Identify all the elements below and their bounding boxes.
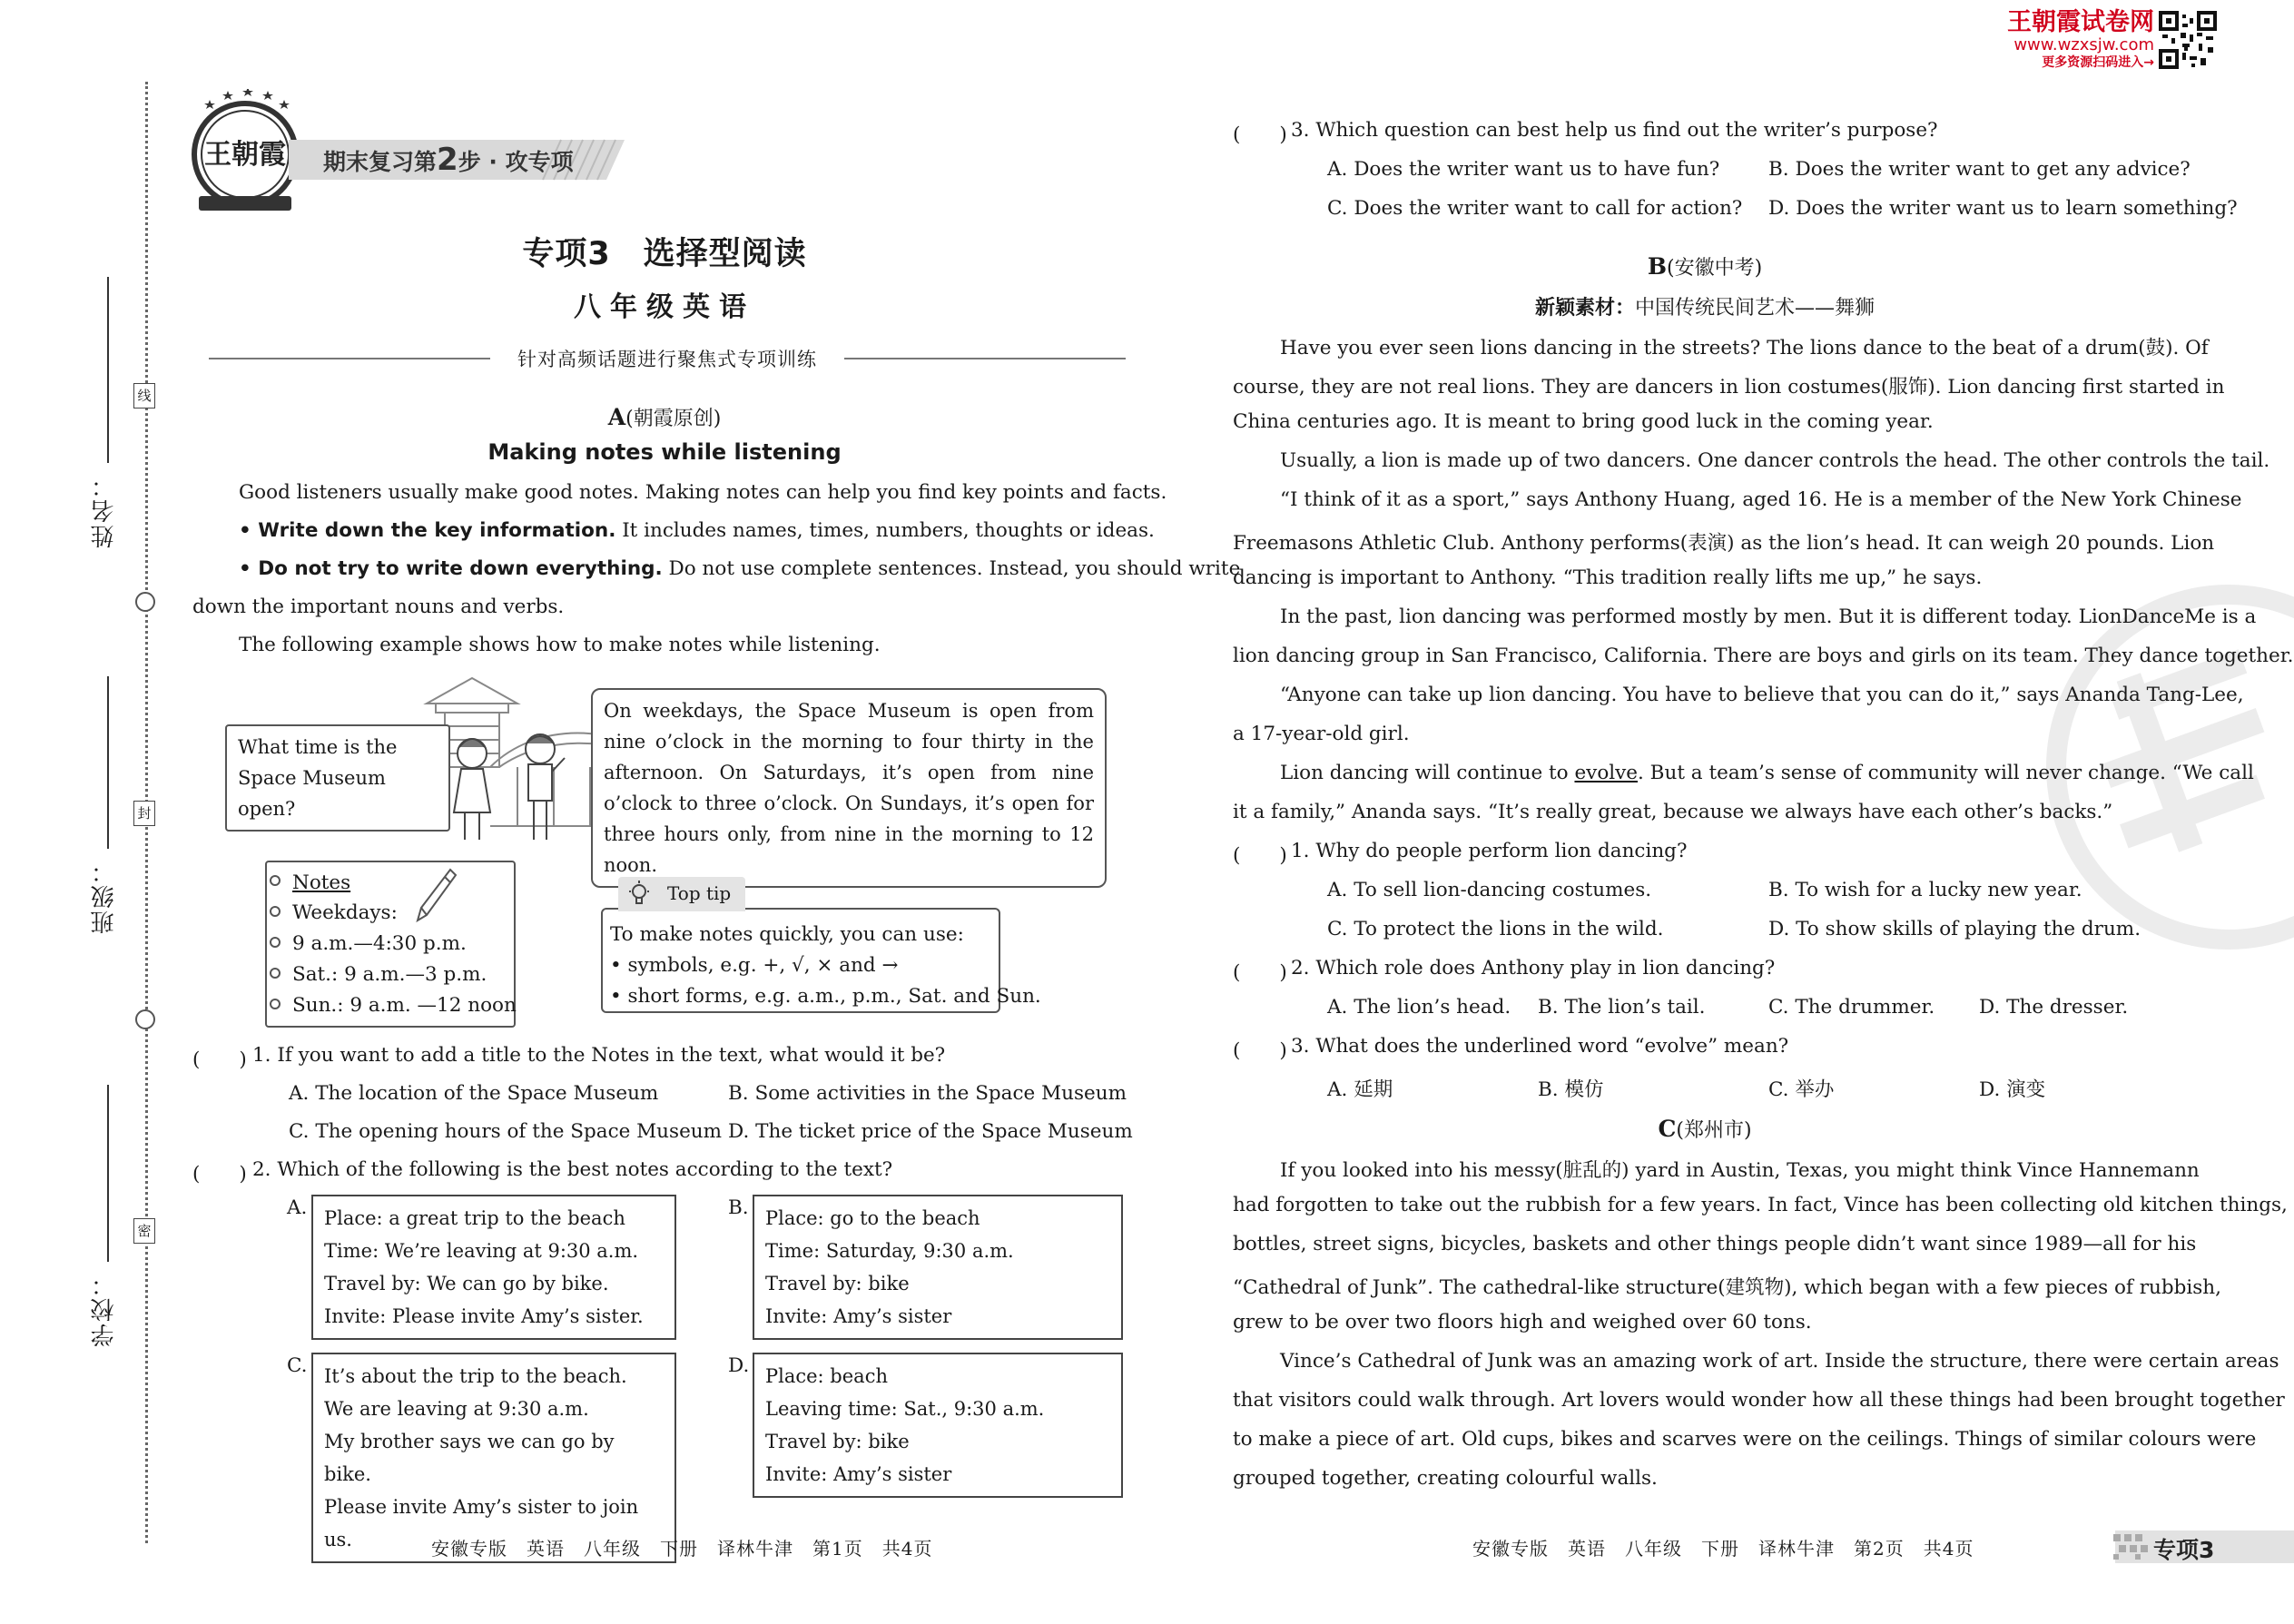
section-c-text: grew to be over two floors high and weighed over 60 tons. (1233, 1311, 1812, 1334)
option-a[interactable]: A. The location of the Space Museum (289, 1082, 659, 1105)
option-d[interactable]: D. The ticket price of the Space Museum (728, 1120, 1133, 1143)
section-c-text: grouped together, creating colourful walls. (1233, 1467, 1658, 1490)
section-a-paragraph: The following example shows how to make notes while listening. (239, 634, 881, 656)
footer-left: 安徽专版 英语 八年级 下册 译林牛津 第1页 共4页 (431, 1538, 933, 1560)
qr-code-icon[interactable] (2159, 11, 2217, 69)
section-b-text: Have you ever seen lions dancing in the streets? The lions dance to the beat of a drum(鼓). Of (1280, 337, 2209, 359)
pixel-pattern-icon (2112, 1532, 2151, 1561)
section-b-text: “Anyone can take up lion dancing. You have to believe that you can do it,” says Ananda Tang-Lee, (1280, 684, 2244, 706)
footer-tag: 专项3 (2153, 1537, 2215, 1563)
option-c-box[interactable]: It’s about the trip to the beach. We are leaving at 9:30 a.m. My brother says we can go by bike. Please invite Amy’s sister to join us. (311, 1353, 676, 1563)
school-label: 学校： (91, 1271, 118, 1347)
option-d[interactable]: D. The dresser. (1979, 996, 2129, 1019)
wangzhaoxia-logo-icon (186, 89, 304, 216)
section-b-text: Freemasons Athletic Club. Anthony performs(表演) as the lion’s head. It can weigh 20 pounds. Lion (1233, 532, 2215, 555)
section-a-paragraph: Good listeners usually make good notes. Making notes can help you find key points and facts. (239, 481, 1167, 504)
footer-right: 安徽专版 英语 八年级 下册 译林牛津 第2页 共4页 (1472, 1538, 1974, 1560)
pen-icon (410, 864, 458, 928)
section-c-text: bottles, street signs, bicycles, baskets and other things people didn’t want since 1989—all for his (1233, 1233, 2197, 1255)
class-label: 班级： (91, 858, 118, 934)
section-c-text: had forgotten to take out the rubbish for a few years. In fact, Vince has been collecting old kitchen things, (1233, 1194, 2288, 1216)
section-b-material: 新颖素材：中国传统民间艺术——舞狮 (1534, 297, 1876, 320)
notes-line: Weekdays: (292, 901, 398, 924)
top-tip-line: • symbols, e.g. +, √, × and → (610, 954, 899, 977)
name-label: 姓名： (91, 472, 118, 548)
question-text: 2. Which of the following is the best notes according to the text? (252, 1158, 893, 1181)
answer-blank[interactable]: ( ) (192, 1048, 247, 1071)
option-c[interactable]: C. Does the writer want to call for action? (1327, 197, 1743, 220)
binding-mark-line: 线 (133, 383, 155, 408)
top-tip-title: Top tip (667, 882, 732, 904)
topic-title: 专项3 选择型阅读 (522, 236, 807, 272)
section-c-text: to make a piece of art. Old cups, bikes and scarves were on the ceilings. Things of similar colours were (1233, 1428, 2257, 1451)
section-a-bullet: • Do not try to write down everything. Do not use complete sentences. Instead, you should write (239, 557, 1241, 580)
option-d-label[interactable]: D. (728, 1354, 750, 1377)
section-a-title: Making notes while listening (487, 439, 842, 465)
option-c[interactable]: C. The drummer. (1768, 996, 1935, 1019)
option-a[interactable]: A. To sell lion-dancing costumes. (1327, 879, 1652, 901)
section-b-text: dancing is important to Anthony. “This tradition really lifts me up,” he says. (1233, 566, 1983, 589)
section-b-text: In the past, lion dancing was performed mostly by men. But it is different today. LionDanceMe is a (1280, 605, 2257, 628)
notes-line: 9 a.m.—4:30 p.m. (292, 932, 467, 955)
section-b-text: a 17-year-old girl. (1233, 723, 1410, 745)
section-a-heading: A(朝霞原创) (607, 404, 722, 430)
answer-bubble: On weekdays, the Space Museum is open from nine o’clock in the morning to four thirty in the afternoon. On Saturdays, it’s open from nine o’clock to three o’clock. On Sundays, it’s open for three hours only, from nine in the morning to 12 noon. (591, 688, 1107, 888)
class-field[interactable] (107, 676, 109, 849)
brand-block (2000, 9, 2154, 71)
option-c[interactable]: C. To protect the lions in the wild. (1327, 918, 1664, 940)
answer-blank[interactable]: ( ) (192, 1163, 247, 1186)
option-b[interactable]: B. Some activities in the Space Museum (728, 1082, 1127, 1105)
option-d-box[interactable]: Place: beach Leaving time: Sat., 9:30 a.m. Travel by: bike Invite: Amy’s sister (753, 1353, 1123, 1498)
binding-knot (135, 1009, 155, 1029)
option-b[interactable]: B. 模仿 (1538, 1078, 1604, 1101)
option-a[interactable]: A. 延期 (1327, 1078, 1393, 1101)
notes-title: Notes (292, 871, 351, 894)
binding-knot (135, 592, 155, 612)
option-b[interactable]: B. To wish for a lucky new year. (1768, 879, 2082, 901)
option-b[interactable]: B. The lion’s tail. (1538, 996, 1706, 1019)
spiral-binding-icon (266, 870, 284, 1015)
notes-line: Sun.: 9 a.m. —12 noon (292, 994, 517, 1017)
divider (844, 358, 1126, 359)
option-b-box[interactable]: Place: go to the beach Time: Saturday, 9:30 a.m. Travel by: bike Invite: Amy’s sister (753, 1195, 1123, 1340)
option-c[interactable]: C. 举办 (1768, 1078, 1835, 1101)
section-b-heading: B(安徽中考) (1647, 253, 1763, 280)
option-c-label[interactable]: C. (287, 1354, 308, 1377)
section-b-text: it a family,” Ananda says. “It’s really great, because we always have each other’s backs.” (1233, 801, 2113, 823)
binding-mark-seal: 封 (133, 801, 155, 826)
school-field[interactable] (107, 1085, 109, 1262)
lightbulb-icon (627, 881, 651, 908)
question-text: 1. If you want to add a title to the Notes in the text, what would it be? (252, 1044, 946, 1067)
section-c-text: that visitors could walk through. Art lovers would wonder how all these things had been brought together (1233, 1389, 2285, 1412)
question-text: 3. What does the underlined word “evolve” mean? (1291, 1035, 1789, 1058)
option-d[interactable]: D. 演变 (1979, 1078, 2046, 1101)
binding-mark-close: 密 (133, 1218, 155, 1244)
question-text: 2. Which role does Anthony play in lion dancing? (1291, 957, 1776, 979)
answer-blank[interactable]: ( ) (1233, 123, 1287, 146)
banner-text: 期末复习第2步 · 攻专项 (323, 142, 574, 178)
answer-blank[interactable]: ( ) (1233, 961, 1287, 984)
brand-slogan: 更多资源扫码进入→ (2042, 55, 2154, 70)
section-a-paragraph: down the important nouns and verbs. (192, 595, 565, 618)
question-bubble: What time is the Space Museum open? (225, 724, 450, 832)
option-d[interactable]: D. To show skills of playing the drum. (1768, 918, 2141, 940)
section-b-text: Lion dancing will continue to evolve. But a team’s sense of community will never change. “We call (1280, 762, 2254, 784)
option-a[interactable]: A. Does the writer want us to have fun? (1327, 158, 1720, 181)
option-b-label[interactable]: B. (728, 1196, 749, 1219)
answer-blank[interactable]: ( ) (1233, 844, 1287, 867)
underlined-word: evolve (1574, 762, 1639, 784)
svg-text:王朝霞: 王朝霞 (204, 139, 286, 171)
divider (209, 358, 490, 359)
option-b[interactable]: B. Does the writer want to get any advice? (1768, 158, 2191, 181)
focus-subtitle: 针对高频话题进行聚焦式专项训练 (517, 349, 817, 370)
section-b-text: course, they are not real lions. They are dancers in lion costumes(服饰). Lion dancing first started in (1233, 376, 2225, 399)
name-field[interactable] (107, 277, 109, 463)
top-tip-line: To make notes quickly, you can use: (610, 923, 964, 946)
question-text: 1. Why do people perform lion dancing? (1291, 840, 1688, 862)
brand-name: 王朝霞试卷网 (2007, 8, 2154, 36)
notes-line: Sat.: 9 a.m.—3 p.m. (292, 963, 487, 986)
answer-blank[interactable]: ( ) (1233, 1039, 1287, 1062)
section-b-text: lion dancing group in San Francisco, California. There are boys and girls on its team. They dance together. (1233, 645, 2294, 667)
question-text: 3. Which question can best help us find out the writer’s purpose? (1291, 119, 1938, 142)
section-c-text: If you looked into his messy(脏乱的) yard in Austin, Texas, you might think Vince Hannemann (1280, 1159, 2200, 1182)
section-b-text: China centuries ago. It is meant to bring good luck in the coming year. (1233, 410, 1934, 433)
option-a[interactable]: A. The lion’s head. (1327, 996, 1511, 1019)
option-a-box[interactable]: Place: a great trip to the beach Time: We’re leaving at 9:30 a.m. Travel by: We can go by bike. Invite: Please invite Amy’s sister. (311, 1195, 676, 1340)
section-a-bullet: • Write down the key information. It includes names, times, numbers, thoughts or ideas. (239, 519, 1155, 542)
grade-title: 八年级英语 (574, 291, 755, 323)
option-c[interactable]: C. The opening hours of the Space Museum (289, 1120, 723, 1143)
section-c-text: Vince’s Cathedral of Junk was an amazing work of art. Inside the structure, there were certain areas (1280, 1350, 2279, 1373)
section-c-heading: C(郑州市) (1658, 1116, 1752, 1142)
section-b-text: “I think of it as a sport,” says Anthony Huang, aged 16. He is a member of the New York Chinese (1280, 488, 2242, 511)
section-c-text: “Cathedral of Junk”. The cathedral-like structure(建筑物), which began with a few pieces of rubbish, (1233, 1276, 2221, 1299)
brand-url: www.wzxsjw.com (2013, 35, 2154, 54)
option-a-label[interactable]: A. (287, 1196, 308, 1219)
top-tip-line: • short forms, e.g. a.m., p.m., Sat. and Sun. (610, 985, 1041, 1008)
section-b-text: Usually, a lion is made up of two dancers. One dancer controls the head. The other controls the tail. (1280, 449, 2270, 472)
option-d[interactable]: D. Does the writer want us to learn something? (1768, 197, 2238, 220)
